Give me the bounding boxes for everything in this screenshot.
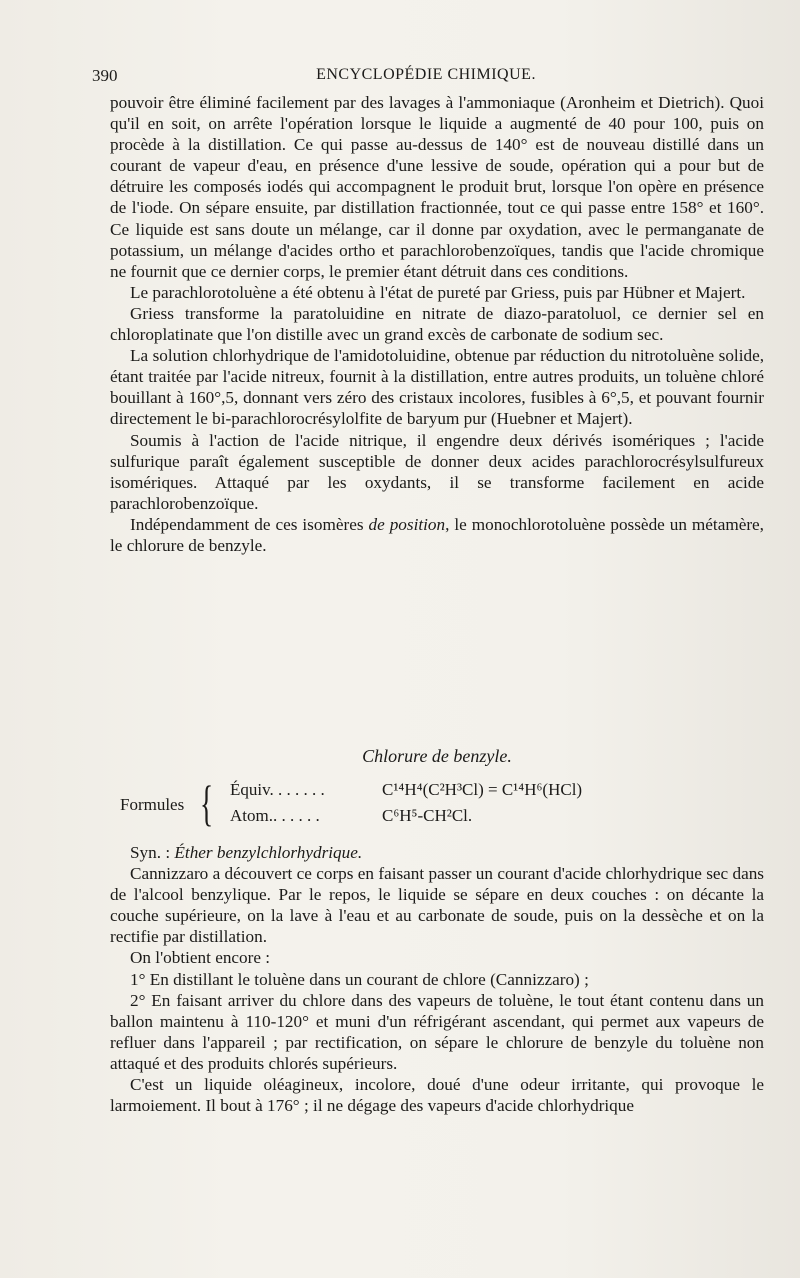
formula-equiv-value: C¹⁴H⁴(C²H³Cl) = C¹⁴H⁶(HCl) — [382, 780, 583, 799]
page-header — [92, 66, 760, 88]
paragraph-8: On l'obtient encore : — [130, 948, 271, 968]
paragraph-6 — [110, 514, 764, 556]
synonym-prefix: Syn. : — [130, 843, 175, 862]
formula-equiv-name: Équiv. . . . . . . — [230, 780, 325, 799]
paragraph-6-text-b: , le monochlorotoluène possède un métamère, le chlorure de benzyle. — [110, 514, 764, 555]
paragraph-6-text-a: Indépendamment de ces isomères — [130, 514, 369, 534]
synonym-line — [110, 842, 764, 863]
section-title: Chlorure de benzyle. — [362, 746, 512, 766]
formula-atom-row — [230, 806, 472, 830]
formulas-label: Formules — [120, 795, 185, 814]
page-number: 390 — [92, 66, 118, 85]
running-head: ENCYCLOPÉDIE CHIMIQUE. — [316, 66, 536, 83]
synonym-name: Éther benzylchlorhydrique. — [174, 843, 363, 862]
formula-atom-name: Atom.. . . . . . — [230, 806, 320, 825]
paragraph-4: La solution chlorhydrique de l'amidotoluidine, obtenue par réduction du nitrotoluène solide, étant traitée par l'acide nitreux, fournit à la distillation, entre autres produits, un toluène chloré bouillant à 160°,5, donnant vers zéro des cristaux incolores, fusibles à 6°,5, et pouvant fournir directement le bi-parachlorocrésylolfite de baryum pur (Huebner et Majert). — [110, 346, 764, 429]
main-text-block-2 — [110, 842, 764, 1116]
paragraph-7: Cannizzaro a découvert ce corps en faisant passer un courant d'acide chlorhydrique sec dans de l'alcool benzylique. Par le repos, le liquide se sépare en deux couches : on décante la couche supérieure, on la lave à l'eau et au carbonate de soude, puis on la dessèche et on la rectifie par distillation. — [110, 864, 764, 947]
paragraph-1: pouvoir être éliminé facilement par des lavages à l'ammoniaque (Aronheim et Dietrich). Quoi qu'il en soit, on arrête l'opération lorsque le liquide a augmenté de 40 pour 100, puis on procède à la distillation. Ce qui passe au-dessus de 140° est de nouveau distillé dans un courant de vapeur d'eau, en présence d'une lessive de soude, opération qui a pour but de détruire les composés iodés qui accompagnent le produit brut, lorsque l'on opère en présence de l'iode. On sépare ensuite, par distillation fractionnée, tout ce qui passe entre 158° et 160°. Ce liquide est sans doute un mélange, car il donne par oxydation, avec le permanganate de potassium, un mélange d'acides ortho et parachlorobenzoïques, tandis que l'acide chromique ne fournit que ce dernier corps, le premier étant détruit dans ces conditions. — [110, 93, 764, 281]
paragraph-3: Griess transforme la paratoluidine en nitrate de diazo-paratoluol, ce dernier sel en chloroplatinate que l'on distille avec un grand excès de carbonate de sodium sec. — [110, 303, 764, 345]
paragraph-9: 1° En distillant le toluène dans un courant de chlore (Cannizzaro) ; — [130, 969, 589, 989]
paragraph-5: Soumis à l'action de l'acide nitrique, il engendre deux dérivés isomériques ; l'acide sulfurique paraît également susceptible de donner deux acides parachlorocrésylsulfureux isomériques. Attaqué par les oxydants, il se transforme facilement en acide parachlorobenzoïque. — [110, 430, 764, 513]
formula-atom-value: C⁶H⁵-CH²Cl. — [382, 806, 473, 825]
formula-equiv-row — [230, 780, 582, 804]
brace-glyph: { — [200, 775, 214, 831]
main-text-block — [110, 92, 764, 556]
paragraph-6-italic: de position — [368, 514, 446, 534]
paragraph-2: Le parachlorotoluène a été obtenu à l'état de pureté par Griess, puis par Hübner et Majert. — [130, 282, 746, 302]
paragraph-11: C'est un liquide oléagineux, incolore, doué d'une odeur irritante, qui provoque le larmoiement. Il bout à 176° ; il ne dégage des vapeurs d'acide chlorhydrique — [110, 1075, 764, 1116]
formulas-block — [120, 775, 760, 832]
paragraph-10: 2° En faisant arriver du chlore dans des vapeurs de toluène, le tout étant contenu dans un ballon maintenu à 110-120° et muni d'un réfrigérant ascendant, qui permet aux vapeurs de refluer dans l'appareil ; par rectification, on sépare le chlorure de benzyle du toluène non attaqué et des produits chlorés supérieurs. — [110, 990, 764, 1073]
